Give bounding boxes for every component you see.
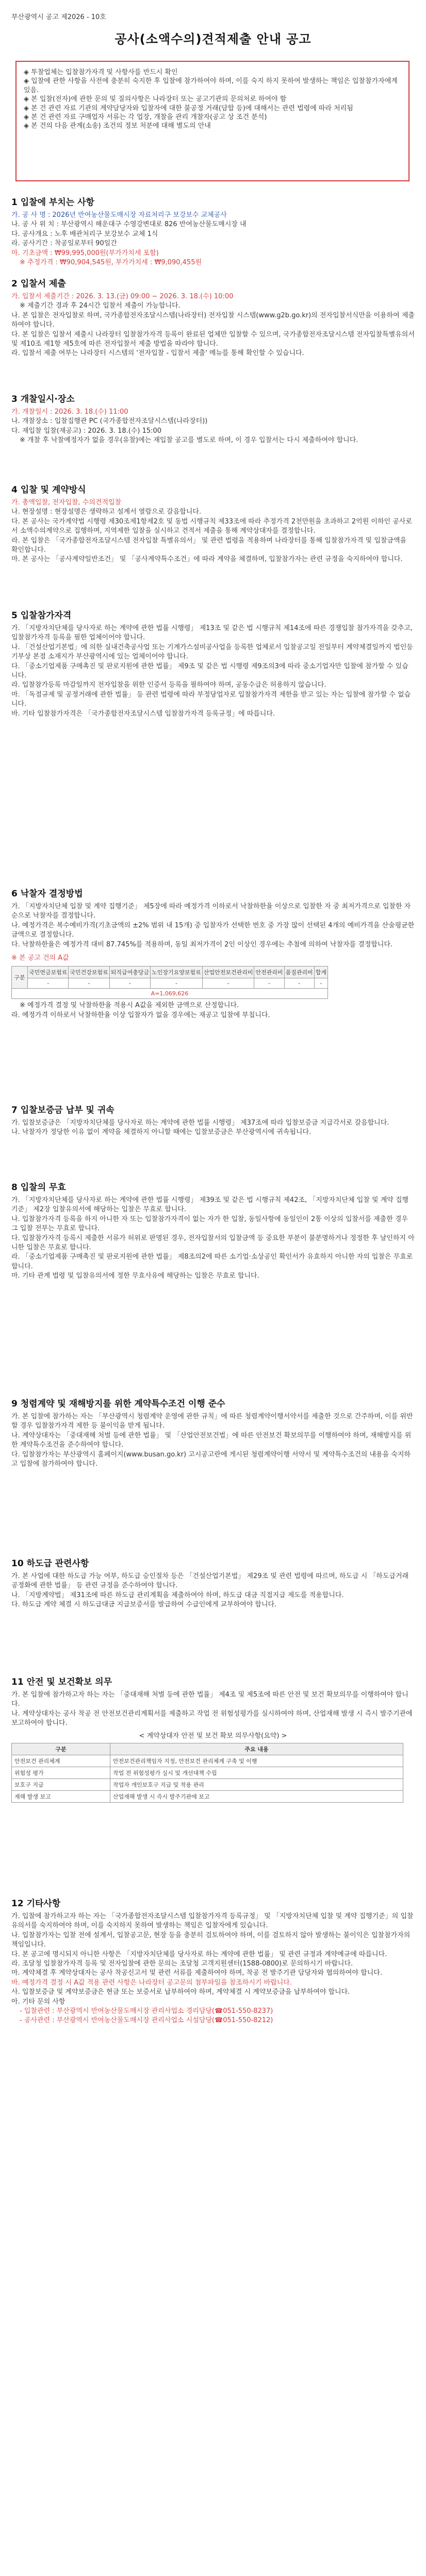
table-label: 구분: [12, 967, 28, 989]
section-line: 아. 기타 문의 사항: [11, 1997, 65, 2006]
table-cell: -: [284, 978, 314, 989]
section-line: 가. 입찰에 참가하고자 하는 자는 「국가종합전자조달시스템 입찰참가자격 등록규정」 및 「지방자치단체 입찰 및 계약 집행기준」의 입찰유의서를 숙지하여야 하며, 이를 숙지하지 못하여 발생하는 책임은 입찰자에게 있습니다.: [11, 1912, 414, 1930]
section-title: 9 청렴계약 및 재해방지를 위한 계약특수조건 이행 준수: [11, 1399, 225, 1409]
section-line: 가. 입찰보증금은 「지방자치단체를 당사자로 하는 계약에 관한 법률 시행령」 제37조에 따라 입찰보증금 지급각서로 갈음합니다.: [11, 1119, 389, 1127]
section-title: 3 개찰일시·장소: [11, 394, 75, 404]
section-line: 나. 본 입찰은 전자입찰로 하며, 국가종합전자조달시스템(나라장터) 전자입찰 시스템(www.g2b.go.kr)의 전자입찰서식만을 이용하여 제출하여야 합니다.: [11, 311, 415, 329]
table-row: [12, 1791, 403, 1803]
section-line: 다. 공사개요 : 노후 배관처리구 보강보수 교체 1식: [11, 230, 158, 238]
section-line: 가. 입찰서 제출기간 : 2026. 3. 13.(금) 09:00 ~ 2026. 3. 18.(수) 10:00: [11, 293, 234, 300]
notice-item: ◈ 본 건의 다음 관계(소송) 조건의 정보 처분에 대해 별도의 안내: [24, 122, 211, 130]
section-line: 마. 「독점규제 및 공정거래에 관한 법률」 등 관련 법령에 따라 부정당업자로 입찰참가자격 제한을 받고 있는 자는 입찰에 참가할 수 없습니다.: [11, 690, 411, 708]
section-line: ※ 제출기간 경과 후 24시간 입찰서 제출이 가능합니다.: [20, 302, 181, 310]
notice-item: ◈ 본 건 관련 자료 기관의 계약담당자와 입찰자에 대한 불공정 거래(담합 등)에 대해서는 관련 법령에 따라 처리됨: [24, 104, 353, 112]
table-cell: 안전보건 관리체계: [12, 1755, 110, 1767]
notice-item: ◈ 투찰업체는 입찰참가자격 및 사항사를 반드시 확인: [24, 69, 178, 76]
table-cell: -: [202, 978, 254, 989]
table-cell: 보호구 지급: [12, 1779, 110, 1791]
table-cell: -: [151, 978, 203, 989]
section-line: 가. 개찰일시 : 2026. 3. 18.(수) 11:00: [11, 408, 128, 416]
section-line: 가. 본 입찰에 참가하고자 하는 자는 「중대재해 처벌 등에 관한 법률」 제4조 및 제5조에 따른 안전 및 보건 확보의무를 이행하여야 합니다.: [11, 1691, 408, 1708]
section-line: 다. 입찰참가자는 부산광역시 홈페이지(www.busan.go.kr) 고시공고란에 게시된 청렴계약이행 서약서 및 계약특수조건의 내용을 숙지하고 입찰에 참가하여야 합니다.: [11, 1450, 411, 1468]
section-line: 나. 낙찰자가 정당한 이유 없이 계약을 체결하지 아니할 때에는 입찰보증금은 부산광역시에 귀속됩니다.: [11, 1128, 312, 1137]
section-9: [11, 1396, 415, 1469]
table-header-cell: 국민건강보험료: [69, 967, 109, 978]
section-line: 사. 입찰보증금 및 계약보증금은 현금 또는 보증서로 납부하여야 하며, 계약체결 시 계약보증금을 납부하여야 합니다.: [11, 1988, 350, 1996]
table-cell: -: [109, 978, 150, 989]
table-title: < 계약상대자 안전 및 보건 확보 의무사항(요약) >: [139, 1732, 287, 1740]
table-header-cell: 합계: [314, 967, 327, 978]
section-5: [11, 608, 415, 719]
table-cell: 안전보건관리책임자 지정, 안전보건 관리체계 구축 및 이행: [110, 1755, 403, 1767]
table-header-cell: 노인장기요양보험료: [151, 967, 203, 978]
a-value-table: [11, 966, 328, 999]
table-row: [12, 1767, 403, 1779]
section-line: 다. 본 입찰은 입찰서 제출시 나라장터 입찰참가자격 등록이 완료된 업체만 입찰할 수 있으며, 국가종합전자조달시스템 전자입찰특별유의서 및 제10조 제1항 제5호에 따른 전자입찰서 제출 방법을 따라야 합니다.: [11, 330, 415, 348]
section-line: 라. 입찰참가등록 마감일까지 전자입찰을 위한 인증서 등록을 필하여야 하며, 공동수급은 허용하지 않습니다.: [11, 681, 326, 689]
section-line: 마. 본 공사는 「공사계약일반조건」 및 「공사계약특수조건」에 따라 계약을 체결하며, 입찰참가자는 관련 규정을 숙지하여야 합니다.: [11, 555, 403, 564]
section-line: 나. 예정가격은 복수예비가격(기초금액의 ±2% 범위 내 15개) 중 입찰자가 선택한 번호 중 가장 많이 선택된 4개의 예비가격을 산술평균한 금액으로 결정합니다.: [11, 921, 415, 939]
notice-item: ◈ 입찰에 관한 사항을 사전에 충분히 숙지한 후 입찰에 참가하여야 하며, 이를 숙지 하지 못하여 발생하는 책임은 입찰참가자에게 있음.: [24, 77, 398, 94]
section-line: 다. 재입찰 입찰(재공고) : 2026. 3. 18.(수) 15:00: [11, 427, 162, 435]
section-line: 나. 입찰참가자격 등록을 하지 아니한 자 또는 입찰참가자격이 없는 자가 한 입찰, 동일사항에 동일인이 2통 이상의 입찰서를 제출한 경우 그 입찰 전부는 무효로 합니다.: [11, 1215, 408, 1233]
section-title: 6 낙찰자 결정방법: [11, 889, 83, 899]
table-cell: -: [254, 978, 284, 989]
section-line: 라. 예정가격 이하로서 낙찰하한율 이상 입찰자가 없을 경우에는 재공고 입찰에 부칩니다.: [11, 1011, 270, 1019]
section-line: 나. 「건설산업기본법」에 의한 실내건축공사업 또는 기계가스설비공사업을 등록한 업체로서 입찰공고일 전일부터 계약체결일까지 법인등기부상 본점 소재지가 부산광역시에 있는 업체이어야 합니다.: [11, 643, 413, 661]
section-line: 가. 총액입찰, 전자입찰, 수의견적입찰: [11, 499, 122, 506]
section-1: [11, 195, 415, 267]
section-line: 가. 「지방자치단체를 당사자로 하는 계약에 관한 법률 시행령」 제39조 및 같은 법 시행규칙 제42조, 「지방자치단체 입찰 및 계약 집행기준」 제2장 입찰유의서에 해당하는 입찰은 무효로 합니다.: [11, 1196, 409, 1214]
section-line: 라. 본 입찰은 「국가종합전자조달시스템 전자입찰 특별유의서」 및 관련 법령을 적용하며 나라장터를 통해 입찰참가자격 및 입찰금액을 확인합니다.: [11, 536, 407, 554]
section-line: ※ 추정가격 : ₩90,904,545원, 부가가치세 : ₩9,090,455원: [20, 259, 202, 267]
section-line: 마. 기초금액 : ₩99,995,000원(부가가치세 포함): [11, 249, 159, 257]
section-line: 바. 기타 입찰참가자격은 「국가종합전자조달시스템 입찰참가자격 등록규정」에 따릅니다.: [11, 709, 275, 718]
table-cell: -: [28, 978, 69, 989]
section-line: 바. 예정가격 결정 시 A값 적용 관련 사항은 나라장터 공고문의 첨부파일을 참조하시기 바랍니다.: [11, 1978, 292, 1987]
section-title: 4 입찰 및 계약방식: [11, 485, 86, 495]
table-caption: ※ 본 공고 건의 A값: [11, 954, 69, 962]
section-line: 가. 본 사업에 대한 하도급 가능 여부, 하도급 승인절차 등은 「건설산업기본법」 제29조 및 관련 법령에 따르며, 하도급 시 「하도급거래 공정화에 관한 법률」 등 관련 규정을 준수하여야 합니다.: [11, 1572, 409, 1590]
safety-duty-table: [11, 1743, 403, 1803]
section-line: 나. 「지방계약법」 제31조에 따른 하도급 관리계획을 제출하여야 하며, 하도급 대금 직접지급 제도를 적용합니다.: [11, 1591, 344, 1599]
section-title: 11 안전 및 보건확보 의무: [11, 1677, 112, 1687]
section-line: 라. 입찰서 제출 여부는 나라장터 시스템의 '전자입찰 - 입찰서 제출' 메뉴를 통해 확인할 수 있습니다.: [11, 349, 304, 358]
section-line: 가. 「지방자치단체 입찰 및 계약 집행기준」 제5장에 따라 예정가격 이하로서 낙찰하한율 이상으로 입찰한 자 중 최저가격으로 입찰한 자 순으로 낙찰자를 결정합니다.: [11, 903, 411, 920]
section-title: 10 하도급 관련사항: [11, 1558, 89, 1569]
section-11: [11, 1674, 415, 1805]
table-total: A=1,069,626: [12, 989, 328, 999]
section-line: 나. 현장설명 : 현장설명은 생략하고 설계서 열람으로 갈음합니다.: [11, 508, 202, 516]
section-line: 다. 하도급 계약 체결 시 하도급대금 지급보증서를 발급하여 수급인에게 교부하여야 합니다.: [11, 1601, 277, 1609]
table-cell: -: [314, 978, 327, 989]
section-title: 8 입찰의 무효: [11, 1182, 66, 1193]
section-line: 가. 본 입찰에 참가하는 자는 「부산광역시 청렴계약 운영에 관한 규칙」에 따른 청렴계약이행서약서를 제출한 것으로 간주하며, 이를 위반할 경우 입찰참가자격 제한 등 불이익을 받게 됩니다.: [11, 1413, 413, 1430]
table-header-cell: 품질관리비: [284, 967, 314, 978]
notice-reference: 부산광역시 공고 제2026 - 10호: [11, 13, 106, 21]
section-title: 1 입찰에 부치는 사항: [11, 197, 94, 208]
section-line: 마. 계약체결 후 계약상대자는 공사 착공신고서 및 관련 서류를 제출하여야 하며, 착공 전 발주기관 담당자와 협의하여야 합니다.: [11, 1969, 382, 1977]
section-line: ※ 예정가격 결정 및 낙찰하한율 적용시 A값을 제외한 금액으로 산정합니다.: [20, 1002, 239, 1010]
section-line: 다. 낙찰하한율은 예정가격 대비 87.745%를 적용하며, 동일 최저가격이 2인 이상인 경우에는 추첨에 의하여 낙찰자를 결정합니다.: [11, 940, 393, 948]
section-title: 2 입찰서 제출: [11, 279, 66, 289]
section-4: [11, 482, 415, 565]
table-cell: 작업 전 위험성평가 실시 및 개선대책 수립: [110, 1767, 403, 1779]
table-cell: 재해 발생 보고: [12, 1791, 110, 1803]
table-row: [12, 1779, 403, 1791]
section-line: 다. 본 공사는 국가계약법 시행령 제30조제1항제2호 및 동법 시행규칙 제33조에 따라 추정가격 2천만원을 초과하고 2억원 이하인 공사로서 소액수의계약으로 집행하며, 지역제한 입찰을 실시하고 견적서 제출을 통해 계약상대자를 결정합니다.: [11, 517, 412, 535]
section-line: 다. 입찰참가자격 등록시 제출한 서류가 허위로 판명된 경우, 전자입찰서의 입찰금액 등 중요한 부분이 불분명하거나 정정한 후 날인하지 아니한 입찰은 무효로 합니다.: [11, 1234, 415, 1252]
table-cell: 작업자 개인보호구 지급 및 착용 관리: [110, 1779, 403, 1791]
section-line: 가. 「지방자치단체를 당사자로 하는 계약에 관한 법률 시행령」 제13조 및 같은 법 시행규칙 제14조에 따른 경쟁입찰 참가자격을 갖추고, 입찰참가자격 등록을 필한 업체이어야 합니다.: [11, 624, 413, 642]
section-line: 라. 공사기간 : 착공일로부터 90일간: [11, 240, 117, 248]
section-line: 나. 계약상대자는 「중대재해 처벌 등에 관한 법률」 및 「산업안전보건법」에 따른 안전보건 확보의무를 이행하여야 하며, 재해방지를 위한 계약특수조건을 준수하여야 합니다.: [11, 1431, 412, 1449]
section-8: [11, 1180, 415, 1281]
table-header-cell: 구분: [12, 1743, 110, 1755]
section-2: [11, 276, 415, 359]
section-title: 5 입찰참가자격: [11, 611, 72, 621]
table-cell: 위험성 평가: [12, 1767, 110, 1779]
notice-item: ◈ 본 입찰(전자)에 관한 문의 및 질의사항은 나라장터 또는 공고기관의 문의처로 하여야 함: [24, 95, 287, 104]
table-header-cell: 국민연금보험료: [28, 967, 69, 978]
section-12: [11, 1896, 415, 2026]
section-6: [11, 886, 415, 1020]
section-title: 12 기타사항: [11, 1899, 61, 1909]
section-line: ※ 개찰 후 낙찰예정자가 없을 경우(유찰)에는 재입찰 공고를 별도로 하며, 이 경우 입찰서는 다시 제출하여야 합니다.: [20, 436, 358, 445]
section-line: 나. 입찰참가자는 입찰 전에 설계서, 입찰공고문, 현장 등을 충분히 검토하여야 하며, 이를 검토하지 않아 발생하는 불이익은 입찰참가자의 책임입니다.: [11, 1931, 411, 1949]
notice-item: ◈ 본 건 관련 자료 구매업자 서류는 각 업장, 개찰을 관리 개찰자(공고 상 조건 분석): [24, 113, 267, 122]
table-header-cell: 주요 내용: [110, 1743, 403, 1755]
table-header-cell: 안전관리비: [254, 967, 284, 978]
section-line: 다. 「중소기업제품 구매촉진 및 판로지원에 관한 법률」 제9조 및 같은 법 시행령 제9조의3에 따라 중소기업자만 입찰에 참가할 수 있습니다.: [11, 662, 408, 680]
table-cell: -: [69, 978, 109, 989]
notice-box: [15, 61, 409, 181]
section-line: 나. 공 사 위 치 : 부산광역시 해운대구 수영강변대로 826 반여농산물도매시장 내: [11, 221, 247, 229]
section-title: 7 입찰보증금 납부 및 귀속: [11, 1105, 114, 1115]
section-3: [11, 392, 415, 446]
contact-line: - 공사관련 : 부산광역시 반여농산물도매시장 관리사업소 시설담당(☎051-550-8212): [20, 2016, 273, 2025]
table-header-cell: 산업안전보건관리비: [202, 967, 254, 978]
section-line: 라. 조달청 입찰참가자격 등록 및 전자입찰에 관한 문의는 조달청 고객지원센터(1588-0800)로 문의하시기 바랍니다.: [11, 1960, 353, 1968]
section-10: [11, 1556, 415, 1610]
section-line: 나. 개찰장소 : 입찰집행관 PC (국가종합전자조달시스템(나라장터)): [11, 417, 208, 426]
section-7: [11, 1103, 415, 1138]
contact-line: - 입찰관련 : 부산광역시 반여농산물도매시장 관리사업소 경리담당(☎051-550-8237): [20, 2007, 273, 2015]
table-cell: 산업재해 발생 시 즉시 발주기관에 보고: [110, 1791, 403, 1803]
section-line: 라. 「중소기업제품 구매촉진 및 판로지원에 관한 법률」 제8조의2에 따른 소기업·소상공인 확인서가 유효하지 아니한 자의 입찰은 무효로 합니다.: [11, 1253, 413, 1270]
table-row: [12, 1755, 403, 1767]
section-line: 마. 기타 관계 법령 및 입찰유의서에 정한 무효사유에 해당하는 입찰은 무효로 합니다.: [11, 1272, 259, 1280]
section-line: 나. 계약상대자는 공사 착공 전 안전보건관리계획서를 제출하고 작업 전 위험성평가를 실시하여야 하며, 산업재해 발생 시 즉시 발주기관에 보고하여야 합니다.: [11, 1709, 413, 1727]
table-header-cell: 퇴직급여충당금: [109, 967, 150, 978]
section-line: 다. 본 공고에 명시되지 아니한 사항은 「지방자치단체를 당사자로 하는 계약에 관한 법률」 및 관련 규정과 계약예규에 따릅니다.: [11, 1950, 387, 1958]
section-line: 가. 공 사 명 : 2026년 반여농산물도매시장 자료처리구 보강보수 교체공사: [11, 211, 227, 219]
document-title: 공사(소액수의)견적제출 안내 공고: [114, 32, 312, 46]
